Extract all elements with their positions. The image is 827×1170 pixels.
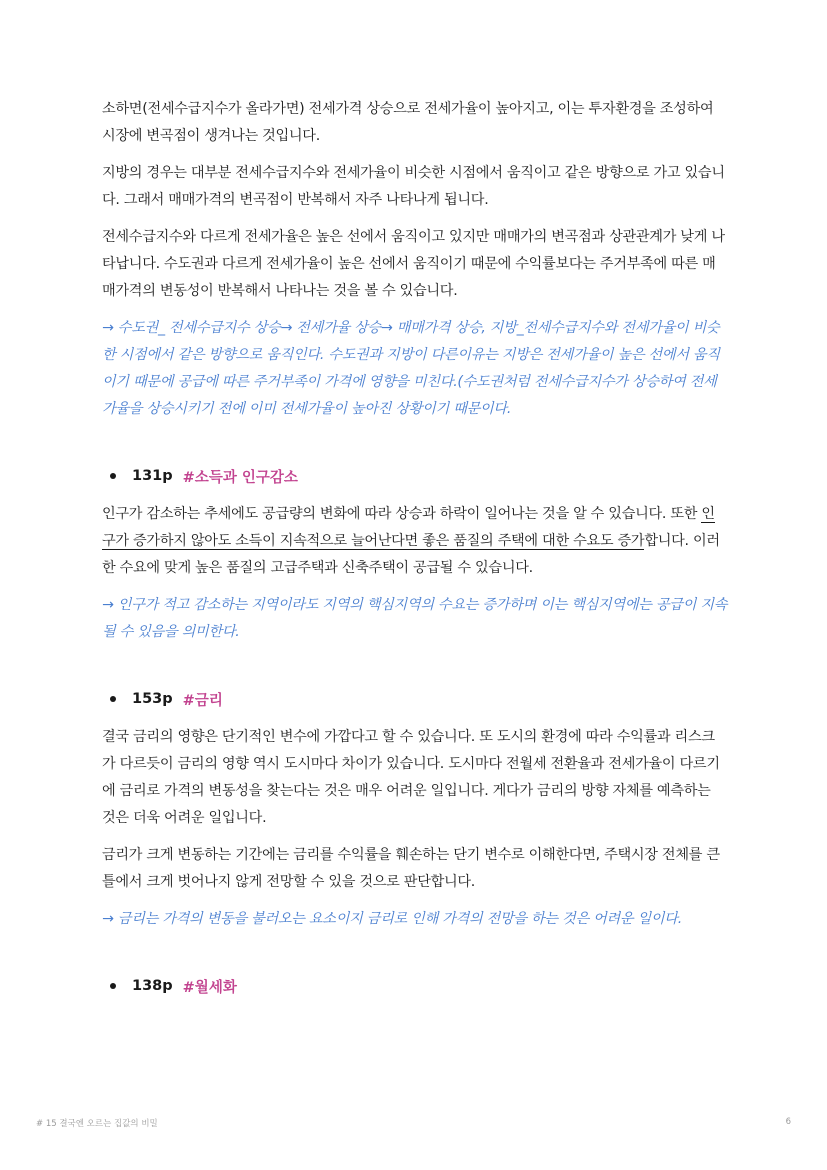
section-heading-153 (102, 684, 728, 714)
text-segment: 인구가 감소하는 추세에도 공급량의 변화에 따라 상승과 하락이 일어나는 것을 알 수 있습니다. 또한 (102, 506, 702, 522)
underlined-text: 인구가 증가하지 않아도 소득이 지속적으로 늘어난다면 좋은 품질의 주택에 대한 수요도 증가 (102, 506, 715, 549)
summary-note: → 수도권_ 전세수급지수 상승→ 전세가율 상승→ 매매가격 상승, 지방_전세수급지수와 전세가율이 비슷한 시점에서 같은 방향으로 움직인다. 수도권과 지방이 다른이유는 지방은 전세가율이 높은 선에서 움직이기 때문에 공급에 따른 주거부족이 가격에 영향을 미친다.(수도권처럼 전세수급지수가 상승하여 전세가율을 상승시키기 전에 이미 전세가율이 높아진 상황이기 때문이다. (102, 320, 720, 417)
hashtag: #월세화 (182, 979, 237, 996)
page-footer (36, 1117, 791, 1129)
bullet-icon (110, 473, 116, 479)
bullet-icon (110, 696, 116, 702)
document-body (102, 96, 728, 1011)
page-reference: 131p (132, 468, 173, 484)
paragraph: 전세수급지수와 다르게 전세가율은 높은 선에서 움직이고 있지만 매매가의 변곡점과 상관관계가 낮게 나타납니다. 수도권과 다르게 전세가율이 높은 선에서 움직이기 때문에 수익률보다는 주거부족에 따른 매매가격의 변동성이 반복해서 나타나는 것을 볼 수 있습니다. (102, 229, 725, 299)
bullet-icon (110, 983, 116, 989)
paragraph: 지방의 경우는 대부분 전세수급지수와 전세가율이 비슷한 시점에서 움직이고 같은 방향으로 가고 있습니다. 그래서 매매가격의 변곡점이 반복해서 자주 나타나게 됩니다. (102, 165, 725, 208)
summary-note: → 인구가 적고 감소하는 지역이라도 지역의 핵심지역의 수요는 증가하며 이는 핵심지역에는 공급이 지속될 수 있음을 의미한다. (102, 597, 728, 640)
paragraph: 결국 금리의 영향은 단기적인 변수에 가깝다고 할 수 있습니다. 또 도시의 환경에 따라 수익률과 리스크가 다르듯이 금리의 영향 역시 도시마다 차이가 있습니다. 도시마다 전월세 전환율과 전세가율이 다르기에 금리로 가격의 변동성을 찾는다는 것은 매우 어려운 일입니다. 게다가 금리의 방향 자체를 예측하는 것은 더욱 어려운 일입니다. (102, 729, 720, 826)
page-number: 6 (785, 1117, 791, 1127)
footer-title: # 15 결국엔 오르는 집값의 비밀 (36, 1119, 158, 1129)
section-heading-131 (102, 461, 728, 491)
paragraph (102, 501, 728, 582)
paragraph: 소하면(전세수급지수가 올라가면) 전세가격 상승으로 전세가율이 높아지고, 이는 투자환경을 조성하여 시장에 변곡점이 생겨나는 것입니다. (102, 101, 714, 144)
page-reference: 153p (132, 691, 173, 707)
paragraph: 금리가 크게 변동하는 기간에는 금리를 수익률을 훼손하는 단기 변수로 이해한다면, 주택시장 전체를 큰 틀에서 크게 벗어나지 않게 전망할 수 있을 것으로 판단합니다. (102, 847, 720, 890)
text-segment: 합니다. 이러한 수요에 맞게 높은 품질의 고급주택과 신축주택이 공급될 수 있습니다. (102, 533, 720, 576)
section-heading-138 (102, 971, 728, 1001)
page-reference: 138p (132, 978, 173, 994)
hashtag: #금리 (182, 692, 223, 709)
summary-note: → 금리는 가격의 변동을 불러오는 요소이지 금리로 인해 가격의 전망을 하는 것은 어려운 일이다. (102, 911, 682, 927)
hashtag: #소득과 인구감소 (182, 469, 298, 486)
